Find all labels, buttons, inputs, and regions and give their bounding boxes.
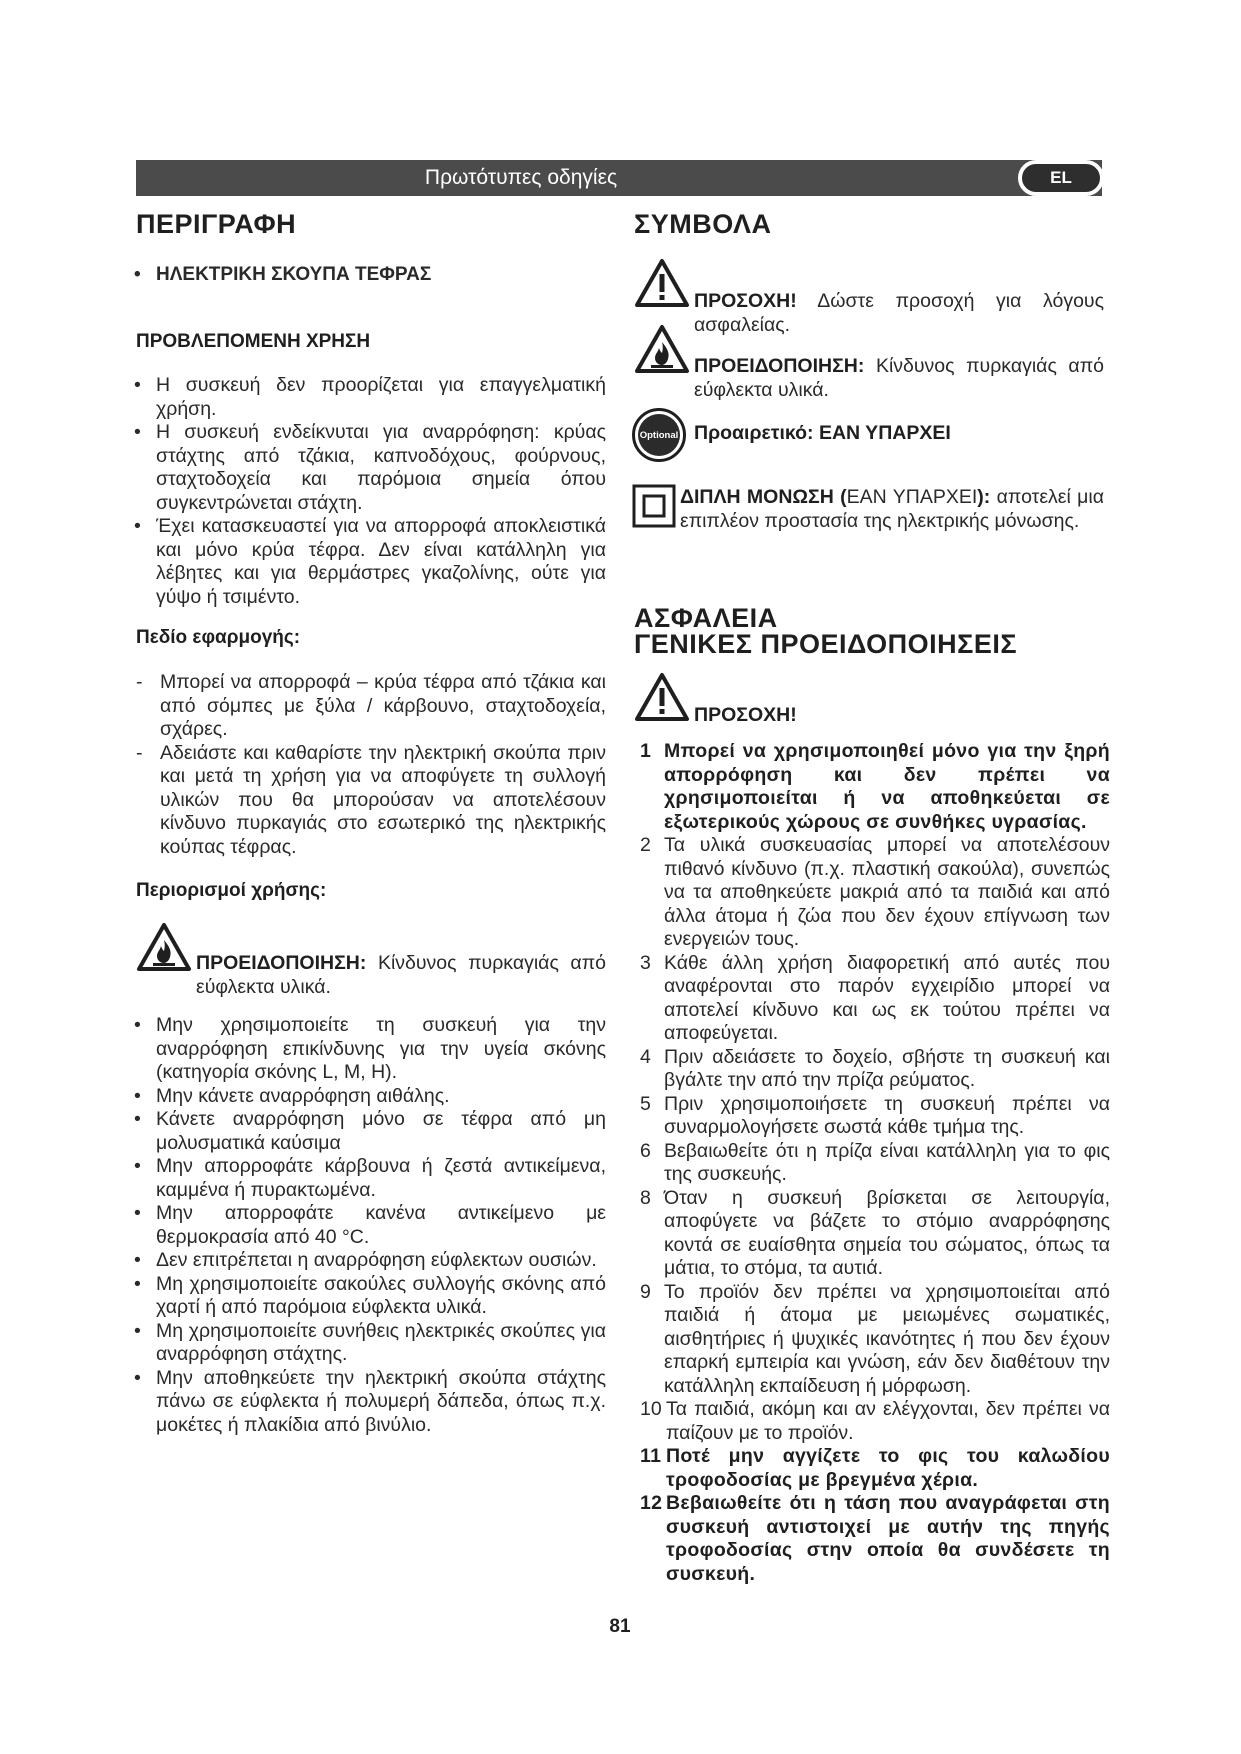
list-item: • Μη χρησιμοποιείτε σακούλες συλλογής σκόνης από χαρτί ή από παρόμοια εύφλεκτα υλικά. <box>130 1273 606 1320</box>
item-text: Τα παιδιά, ακόμη και αν ελέγχονται, δεν πρέπει να παίζουν με το προϊόν. <box>666 1398 1110 1444</box>
list-item: • Μη χρησιμοποιείτε συνήθεις ηλεκτρικές σκούπες για αναρρόφηση στάχτης. <box>130 1320 606 1367</box>
caution-icon <box>634 258 690 308</box>
fire-warning-icon <box>136 922 192 972</box>
list-item: • Δεν επιτρέπεται η αναρρόφηση εύφλεκτων ουσιών. <box>130 1249 606 1273</box>
item-text: Βεβαιωθείτε ότι η πρίζα είναι κατάλληλη για το φις της συσκευής. <box>664 1139 1110 1185</box>
general-warnings-title: ΓΕΝΙΚΕΣ ΠΡΟΕΙΔΟΠΟΙΗΣΕΙΣ <box>634 629 1018 659</box>
item-text: Μπορεί να χρησιμοποιηθεί μόνο για την ξηρή απορρόφηση και δεν πρέπει να χρησιμοποιείται ή να αποθηκεύεται σε εξωτερικούς χώρους σε συνθήκες υγρασίας. <box>664 740 1110 833</box>
list-item <box>640 1492 1110 1586</box>
intended-use-list <box>130 374 606 609</box>
list-item <box>640 740 1110 834</box>
language-badge: EL <box>1018 160 1104 196</box>
caution-text: Δώστε προσοχή για λόγους ασφαλείας. <box>694 290 1104 336</box>
limits-list <box>130 1014 606 1437</box>
list-item: • Έχει κατασκευαστεί για να απορροφά αποκλειστικά και μόνο κρύα τέφρα. Δεν είναι κατάλληλη για λέβητες και για θερμάστρες γκαζολίνης, ούτε για γύψο ή τσιμέντο. <box>130 515 606 609</box>
list-item: • Μην αποθηκεύετε την ηλεκτρική σκούπα στάχτης πάνω σε εύφλεκτα ή πολυμερή δάπεδα, όπως π.χ. μοκέτες ή πλακίδια από βινύλιο. <box>130 1367 606 1438</box>
list-item <box>640 1093 1110 1140</box>
fire-warning-icon <box>634 324 690 374</box>
list-item <box>640 1187 1110 1281</box>
symbols-title: ΣΥΜΒΟΛΑ <box>634 209 772 239</box>
item-text: Πριν χρησιμοποιήσετε τη συσκευή πρέπει να συναρμολογήσετε σωστά κάθε τμήμα της. <box>664 1092 1110 1138</box>
item-text: Κάθε άλλη χρήση διαφορετική από αυτές που αναφέρονται στο παρόν εγχειρίδιο μπορεί να αποτελεί κίνδυνο και ως εκ τούτου πρέπει να αποφεύγεται. <box>664 951 1110 1044</box>
symbol-double-insulation <box>680 486 1104 533</box>
page-number: 81 <box>609 1616 631 1637</box>
safety-title: ΑΣΦΑΛΕΙΑ <box>634 603 778 633</box>
warning-label: ΠΡΟΕΙΔΟΠΟΙΗΣΗ: <box>196 952 367 974</box>
item-number: 5 <box>640 1092 651 1115</box>
header-title: Πρωτότυπες οδηγίες <box>424 166 618 189</box>
caution-icon <box>634 672 690 722</box>
safety-warnings-list <box>640 740 1110 1586</box>
item-number: 8 <box>640 1186 651 1209</box>
list-item: • Η συσκευή ενδείκνυται για αναρρόφηση: κρύας στάχτης από τζάκια, καπνοδόχους, φούρνους, σταχτοδοχεία και παρόμοια σημεία όπου συγκεντρώνεται στάχτη. <box>130 421 606 515</box>
list-item <box>640 1445 1110 1492</box>
item-text: Βεβαιωθείτε ότι η τάση που αναγράφεται στη συσκευή αντιστοιχεί με αυτήν της πηγής τροφοδοσίας στην οποία θα συνδέσετε τη συσκευή. <box>666 1492 1110 1585</box>
item-number: 9 <box>640 1280 651 1303</box>
item-number: 6 <box>640 1139 651 1162</box>
list-item: • Μην κάνετε αναρρόφηση αιθάλης. <box>130 1085 606 1109</box>
product-name: • ΗΛΕΚΤΡΙΚΗ ΣΚΟΥΠΑ ΤΕΦΡΑΣ <box>130 263 610 287</box>
warning-text: Κίνδυνος πυρκαγιάς από εύφλεκτα υλικά. <box>196 952 606 998</box>
list-item <box>640 1281 1110 1399</box>
warning-label: ΠΡΟΕΙΔΟΠΟΙΗΣΗ: <box>694 355 865 377</box>
double-label: ΔΙΠΛΗ ΜΟΝΩΣΗ ( <box>680 486 847 508</box>
list-item: - Μπορεί να απορροφά – κρύα τέφρα από τζάκια και από σόμπες με ξύλα / κάρβουνο, σταχτοδοχεία, σχάρες. <box>134 671 606 742</box>
warning-text: Κίνδυνος πυρκαγιάς από εύφλεκτα υλικά. <box>694 355 1104 401</box>
product-list <box>130 263 610 287</box>
item-number: 2 <box>640 834 651 856</box>
optional-icon <box>632 408 686 462</box>
list-item: • Κάνετε αναρρόφηση μόνο σε τέφρα από μη μολυσματικά καύσιμα <box>130 1108 606 1155</box>
symbol-caution <box>694 290 1104 337</box>
double-close: ): <box>977 486 991 508</box>
list-item <box>640 1140 1110 1187</box>
item-text: Πριν αδειάσετε το δοχείο, σβήστε τη συσκευή και βγάλτε την από την πρίζα ρεύματος. <box>664 1045 1110 1091</box>
double-text: αποτελεί μια επιπλέον προστασία της ηλεκτρικής μόνωσης. <box>680 486 1104 532</box>
list-item <box>640 834 1110 952</box>
item-number: 3 <box>640 951 651 974</box>
list-item: - Αδειάστε και καθαρίστε την ηλεκτρική σκούπα πριν και μετά τη χρήση για να αποφύγετε τη συλλογή υλικών που θα μπορούσαν να αποτελέσουν κίνδυνο πυρκαγιάς στο εσωτερικό της ηλεκτρικής κούπας τέφρας. <box>134 742 606 860</box>
item-number: 11 <box>640 1445 662 1467</box>
item-number: 4 <box>640 1045 651 1068</box>
item-number: 1 <box>640 740 652 762</box>
double-paren: ΕΑΝ ΥΠΑΡΧΕΙ <box>846 486 978 508</box>
symbol-fire-warning <box>694 355 1104 402</box>
scope-title: Πεδίο εφαρμογής: <box>136 627 301 648</box>
optional-badge: Optional <box>638 414 680 456</box>
intended-use-title: ΠΡΟΒΛΕΠΟΜΕΝΗ ΧΡΗΣΗ <box>136 331 371 352</box>
list-item <box>640 952 1110 1046</box>
description-title: ΠΕΡΙΓΡΑΦΗ <box>136 209 297 239</box>
list-item <box>640 1398 1110 1445</box>
item-number: 12 <box>640 1492 663 1514</box>
limits-warning <box>196 952 606 999</box>
limits-title: Περιορισμοί χρήσης: <box>136 880 327 901</box>
item-text: Το προϊόν δεν πρέπει να χρησιμοποιείται από παιδιά ή άτομα με μειωμένες σωματικές, αισθητήριες ή ψυχικές ικανότητες ή που δεν έχουν επαρκή εμπειρία και γνώση, εάν δεν διαθέτουν την κατάλληλη εκπαίδευση ή μόρφωση. <box>664 1280 1110 1397</box>
item-number: 10 <box>640 1398 662 1420</box>
item-text: Ποτέ μην αγγίζετε το φις του καλωδίου τροφοδοσίας με βρεγμένα χέρια. <box>666 1445 1110 1491</box>
scope-list <box>134 671 606 859</box>
list-item: • Μην απορροφάτε κανένα αντικείμενο με θερμοκρασία από 40 °C. <box>130 1202 606 1249</box>
double-insulation-icon <box>632 484 676 528</box>
safety-caution-label: ΠΡΟΣΟΧΗ! <box>694 704 797 726</box>
caution-label: ΠΡΟΣΟΧΗ! <box>694 290 797 312</box>
list-item: • Μην χρησιμοποιείτε τη συσκευή για την αναρρόφηση επικίνδυνης για την υγεία σκόνης (κατηγορία σκόνης L, M, H). <box>130 1014 606 1085</box>
item-text: Όταν η συσκευή βρίσκεται σε λειτουργία, αποφύγετε να βάζετε το στόμιο αναρρόφησης κοντά σε ευαίσθητα σημεία του σώματος, όπως τα μάτια, το στόμα, τα αυτιά. <box>664 1186 1110 1279</box>
item-text: Τα υλικά συσκευασίας μπορεί να αποτελέσουν πιθανό κίνδυνο (π.χ. πλαστική σακούλα), συνεπώς να τα αποθηκεύετε μακριά από τα παιδιά και από άλλα άτομα ή ζώα που δεν έχουν επίγνωση των ενεργειών τους. <box>664 834 1110 950</box>
symbol-optional: Προαιρετικό: ΕΑΝ ΥΠΑΡΧΕΙ <box>694 422 951 444</box>
list-item: • Μην απορροφάτε κάρβουνα ή ζεστά αντικείμενα, καμμένα ή πυρακτωμένα. <box>130 1155 606 1202</box>
list-item: • Η συσκευή δεν προορίζεται για επαγγελματική χρήση. <box>130 374 606 421</box>
list-item <box>640 1046 1110 1093</box>
